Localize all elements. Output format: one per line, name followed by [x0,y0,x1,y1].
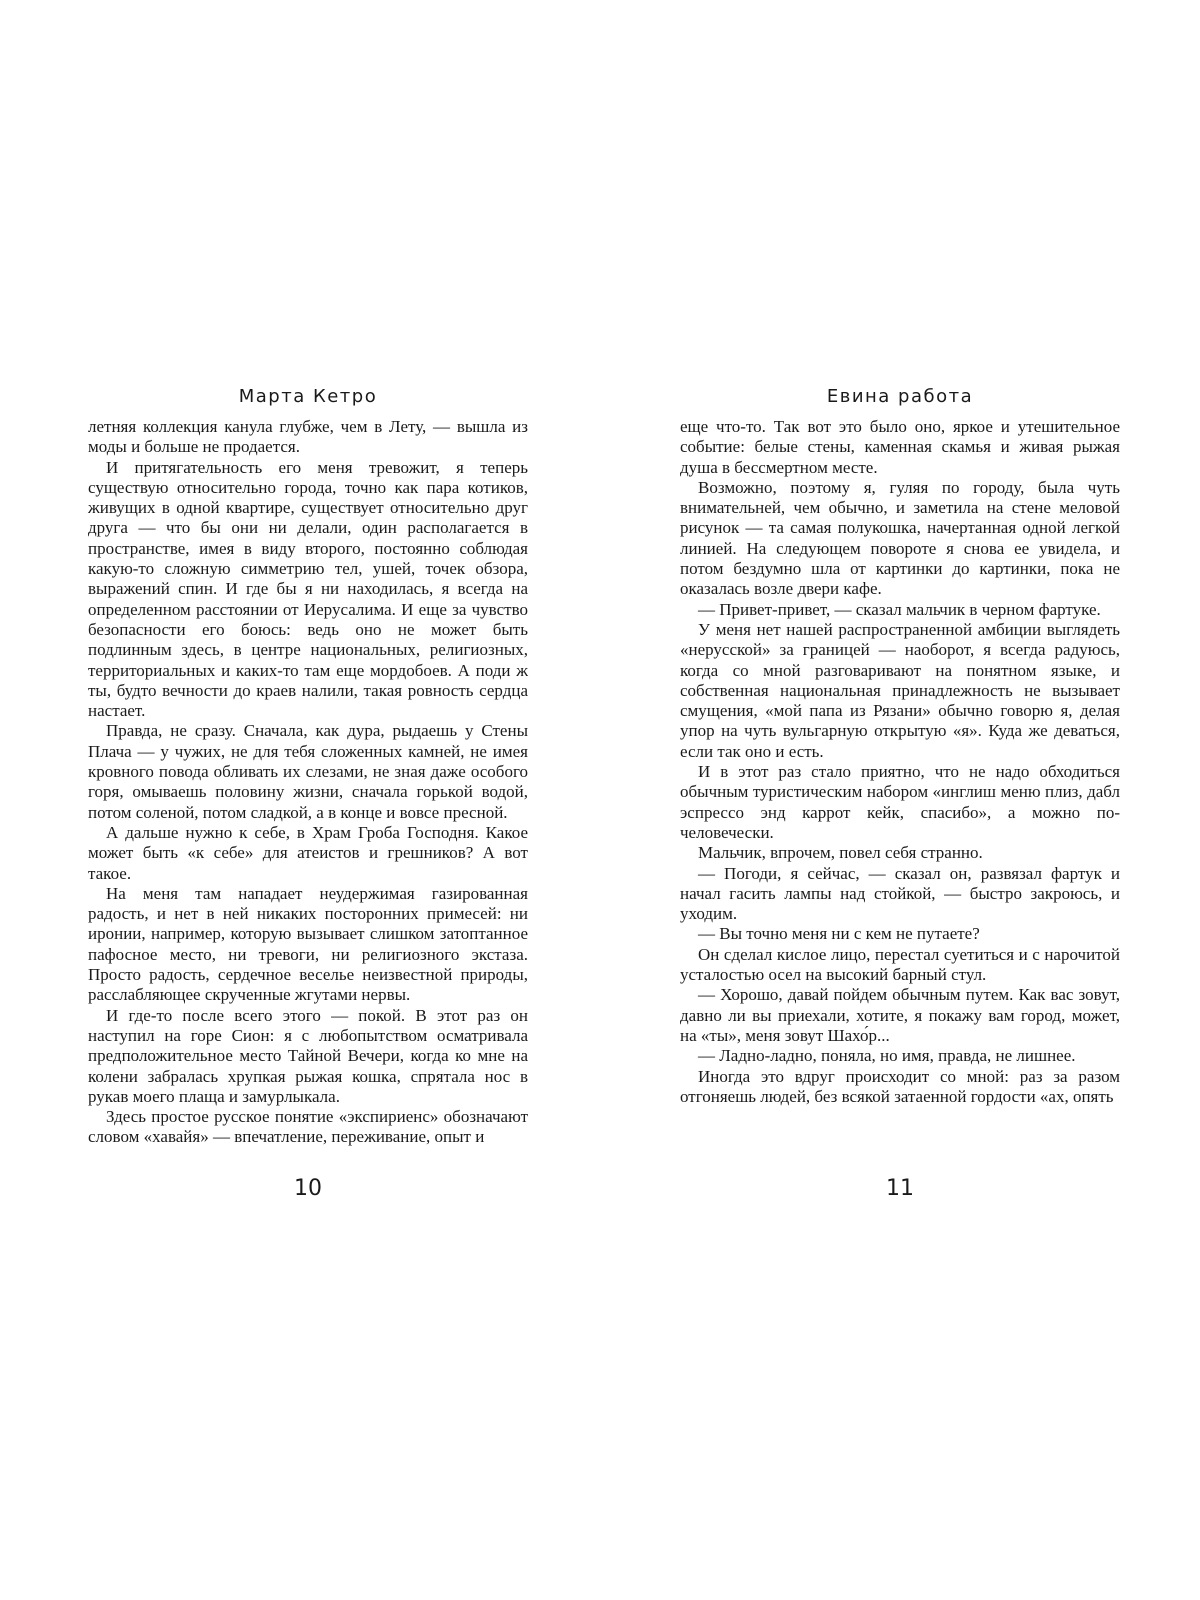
paragraph: А дальше нужно к себе, в Храм Гроба Господня. Какое может быть «к себе» для атеистов и грешников? А вот такое. [88,822,528,883]
paragraph: летняя коллекция канула глубже, чем в Лету, — вышла из моды и больше не продается. [88,417,528,457]
running-head-author: Марта Кетро [238,386,378,407]
paragraph: У меня нет нашей распространенной амбиции выглядеть «нерусской» за границей — наоборот, я всегда радуюсь, когда со мной разговаривают на понятном языке, и собственная национальная принадлежность не вызывает смущения, «мой папа из Рязани» обычно говорю я, делая упор на чуть вульгарную открытую «я». Куда же деваться, если так оно и есть. [680,619,1120,761]
paragraph: Он сделал кислое лицо, перестал суетиться и с нарочитой усталостью осел на высокий барный стул. [680,944,1120,985]
paragraph: Правда, не сразу. Сначала, как дура, рыдаешь у Стены Плача — у чужих, не для тебя сложенных камней, не имея кровного повода обливать их слезами, не зная даже особого горя, омываешь половину жизни, сначала горькой водой, потом соленой, потом сладкой, а в конце и вовсе пресной. [88,721,528,822]
paragraph: Иногда это вдруг происходит со мной: раз за разом отгоняешь людей, без всякой затаенной гордости «ах, опять [680,1066,1120,1106]
paragraph: — Привет-привет, — сказал мальчик в черном фартуке. [698,599,1101,619]
running-head-title: Евина работа [826,386,974,407]
left-page [88,385,528,1148]
left-body-text [88,417,528,1148]
paragraph: Возможно, поэтому я, гуляя по городу, была чуть внимательней, чем обычно, и заметила на стене меловой рисунок — та самая полукошка, начертанная одной легкой линией. На следующем повороте я снова ее увидела, и потом бездумно шла от картинки до картинки, пока не оказалась возле двери кафе. [680,477,1120,599]
paragraph: — Вы точно меня ни с кем не путаете? [698,924,980,944]
paragraph: И в этот раз стало приятно, что не надо обходиться обычным туристическим набором «инглиш меню плиз, дабл эспрессо энд каррот кейк, спасибо», а можно по-человечески. [680,762,1120,842]
paragraph: На меня там нападает неудержимая газированная радость, и нет в ней никаких посторонних примесей: ни иронии, например, которую вызывает слишком затоптанное пафосное место, ни тревоги, ни религиозного экстаза. Просто радость, сердечное веселье неизвестной природы, расслабляющее скрученные жгутами нервы. [88,883,528,1005]
page-number-left: 10 [294,1176,322,1201]
paragraph: — Ладно-ладно, поняла, но имя, правда, не лишнее. [698,1046,1076,1066]
right-page [680,385,1120,1107]
right-body-text [680,417,1120,1107]
paragraph: — Хорошо, давай пойдем обычным путем. Как вас зовут, давно ли вы приехали, хотите, я покажу вам город, может, на «ты», меня зовут Шахо́р... [680,985,1120,1045]
paragraph: Здесь простое русское понятие «экспириенс» обозначают словом «хавайя» — впечатление, переживание, опыт и [88,1107,528,1147]
paragraph: еще что-то. Так вот это было оно, яркое и утешительное событие: белые стены, каменная скамья и живая рыжая душа в бессмертном месте. [680,417,1120,477]
paragraph: И где-то после всего этого — покой. В этот раз он наступил на горе Сион: я с любопытством осматривала предположительное место Тайной Вечери, когда ко мне на колени забралась хрупкая рыжая кошка, спрятала нос в рукав моего плаща и замурлыкала. [88,1005,528,1106]
paragraph: — Погоди, я сейчас, — сказал он, развязал фартук и начал гасить лампы над стойкой, — быстро закроюсь, и уходим. [680,863,1120,924]
page-number-right: 11 [886,1176,914,1201]
paragraph: Мальчик, впрочем, повел себя странно. [698,843,983,863]
paragraph: И притягательность его меня тревожит, я теперь существую относительно города, точно как пара котиков, живущих в одной квартире, существует относительно друг друга — что бы они ни делали, один располагается в пространстве, имея в виду второго, постоянно соблюдая какую-то сложную симметрию тел, ушей, точек обзора, выражений спин. И где бы я ни находилась, я всегда на определенном расстоянии от Иерусалима. И еще за чувство безопасности его боюсь: ведь оно не может быть подлинным здесь, в центре национальных, религиозных, территориальных и каких-то там еще мордобоев. А поди ж ты, будто вечности до краев налили, такая ровность сердца настает. [88,457,528,721]
